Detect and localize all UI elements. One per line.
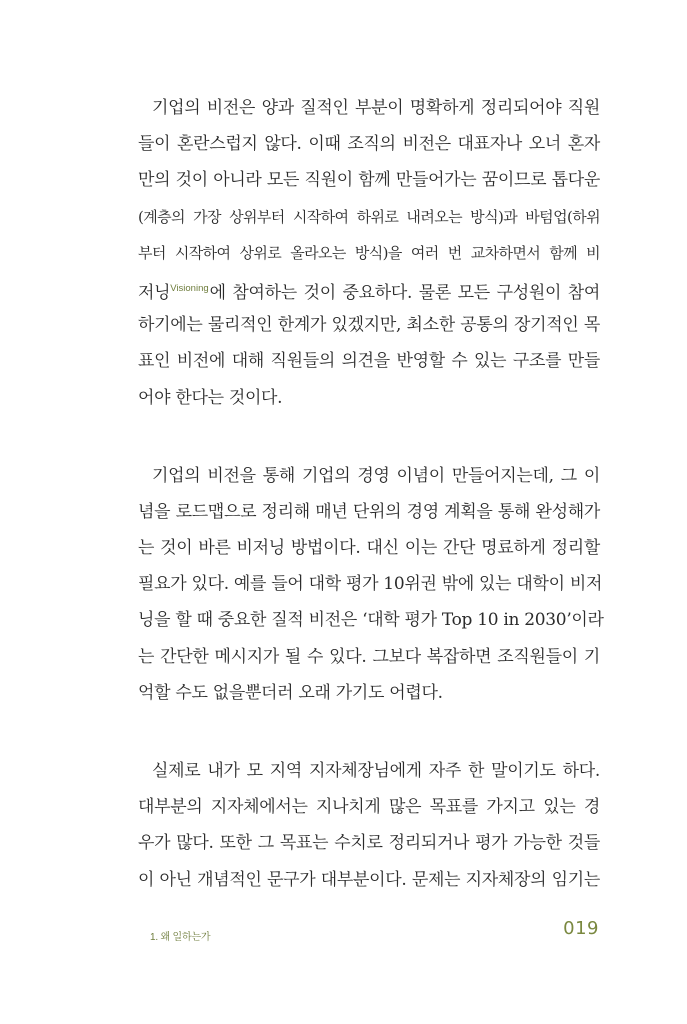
text-line: 부터 시작하여 상위로 올라오는 방식)을 여러 번 교차하면서 함께 비 xyxy=(138,243,600,262)
text-line: 표인 비전에 대해 직원들의 의견을 반영할 수 있는 구조를 만들 xyxy=(138,351,600,372)
body-text xyxy=(138,90,604,898)
text-line: 실제로 내가 모 지역 지자체장님에게 자주 한 말이기도 하다. xyxy=(152,761,600,781)
text-line: 우가 많다. 또한 그 목표는 수치로 정리되거나 평가 가능한 것들 xyxy=(138,833,600,854)
paragraph-1 xyxy=(138,90,600,416)
text-line: 만의 것이 아니라 모든 직원이 함께 만들어가는 꿈이므로 톱다운 xyxy=(138,170,600,191)
text-line: 기업의 비전은 양과 질적인 부분이 명확하게 정리되어야 직원 xyxy=(152,98,600,118)
chapter-title: 1. 왜 일하는가 xyxy=(150,932,211,943)
paragraph-3 xyxy=(138,753,600,898)
text-line: 어야 한다는 것이다. xyxy=(138,387,283,408)
text-fragment: 에 참여하는 것이 중요하다. 물론 모든 구성원이 참여 xyxy=(209,282,600,303)
text-line: 필요가 있다. 예를 들어 대학 평가 10위권 밖에 있는 대학이 비저 xyxy=(138,574,603,595)
text-line: 기업의 비전을 통해 기업의 경영 이념이 만들어지는데, 그 이 xyxy=(152,465,600,486)
text-line: 대부분의 지자체에서는 지나치게 많은 목표를 가지고 있는 경 xyxy=(138,797,600,818)
page-number: 019 xyxy=(563,918,599,939)
paragraph-2 xyxy=(138,458,604,711)
text-line: 는 것이 바른 비저닝 방법이다. 대신 이는 간단 명료하게 정리할 xyxy=(138,538,600,559)
text-line: 들이 혼란스럽지 않다. 이때 조직의 비전은 대표자나 오너 혼자 xyxy=(138,134,600,155)
text-line: 는 간단한 메시지가 될 수 있다. 그보다 복잡하면 조직원들이 기 xyxy=(138,646,600,667)
text-line: 념을 로드맵으로 정리해 매년 단위의 경영 계획을 통해 완성해가 xyxy=(138,501,600,522)
text-line: (계층의 가장 상위부터 시작하여 하위로 내려오는 방식)과 바텀업(하위 xyxy=(138,207,600,226)
text-line: 하기에는 물리적인 한계가 있겠지만, 최소한 공통의 장기적인 목 xyxy=(138,315,600,336)
superscript-annotation: Visioning xyxy=(170,282,209,294)
page-footer xyxy=(150,918,599,948)
text-fragment: 저닝 xyxy=(138,282,171,303)
paragraph-spacer xyxy=(138,416,600,458)
text-line xyxy=(138,271,600,307)
paragraph-spacer xyxy=(138,711,600,753)
text-line: 이 아닌 개념적인 문구가 대부분이다. 문제는 지자체장의 임기는 xyxy=(138,869,600,890)
text-line: 억할 수도 없을뿐더러 오래 가기도 어렵다. xyxy=(138,682,443,703)
text-line: 닝을 할 때 중요한 질적 비전은 ‘대학 평가 Top 10 in 2030’이라 xyxy=(138,610,604,631)
